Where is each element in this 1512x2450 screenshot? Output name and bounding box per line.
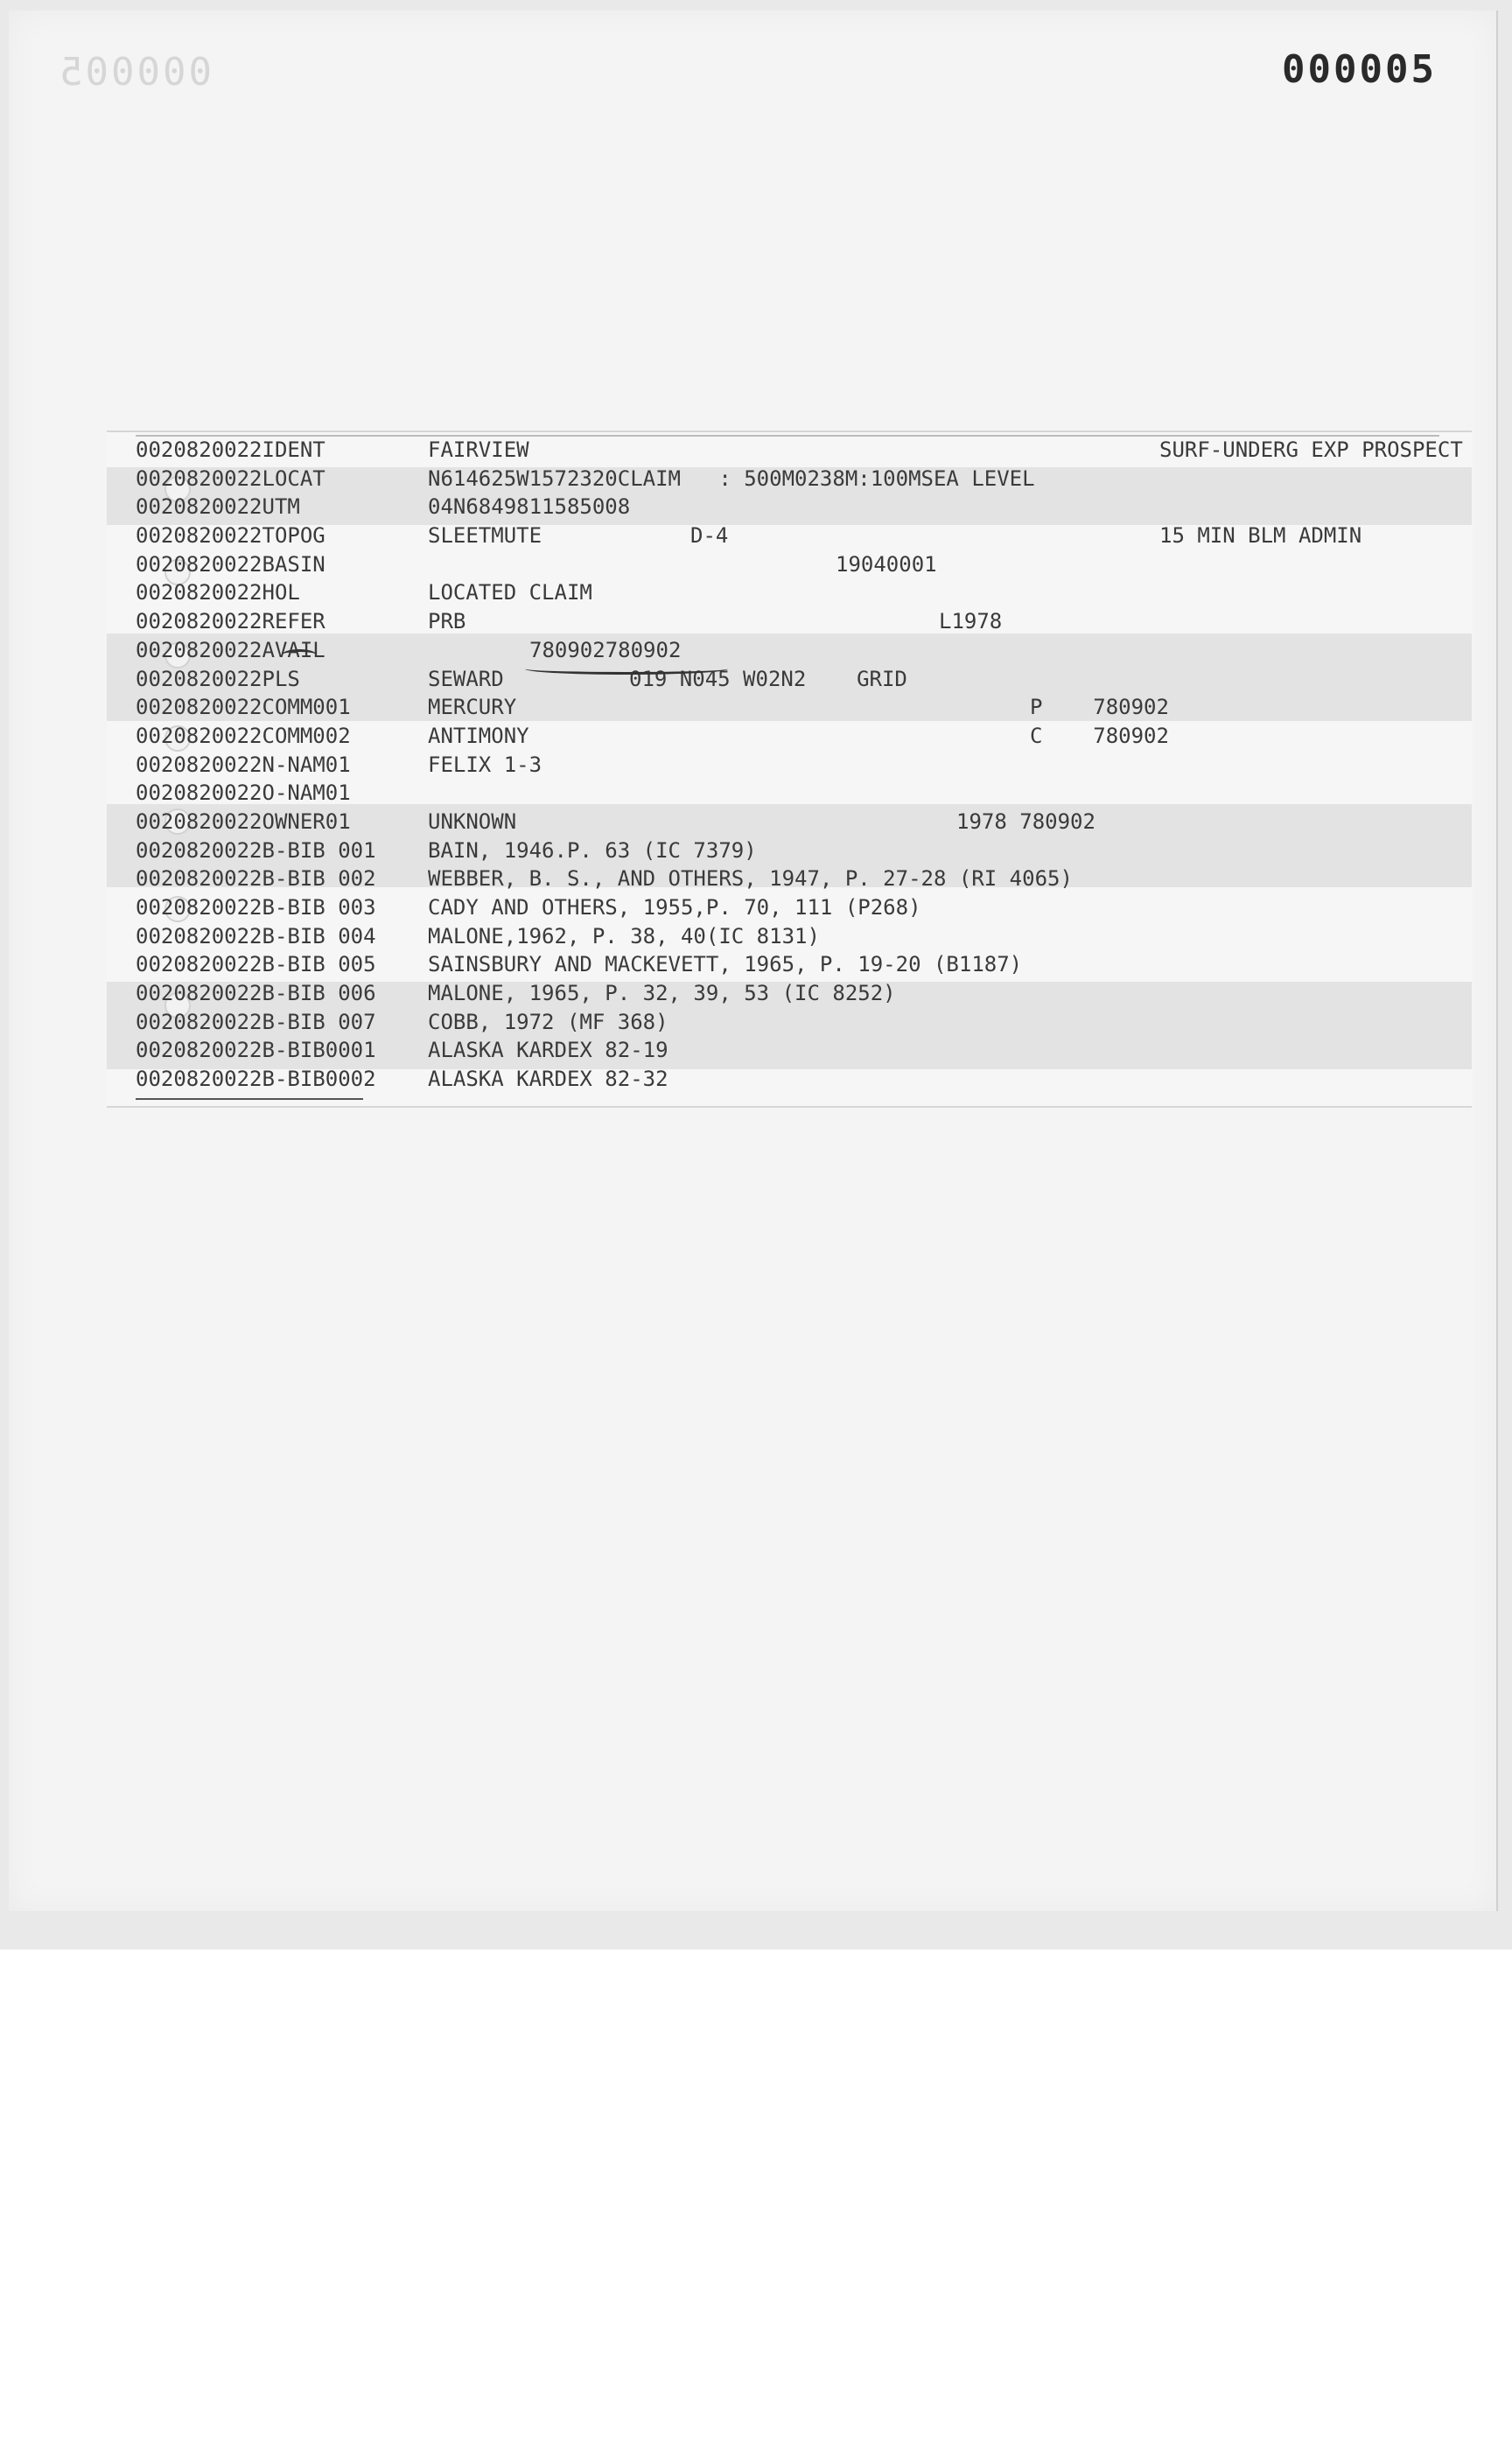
record-row [136, 866, 1448, 895]
record-row [136, 523, 1448, 552]
record-key: 0020820022TOPOG [136, 523, 326, 549]
record-key: 0020820022B-BIB0002 [136, 1067, 376, 1092]
record-value: SLEETMUTE [428, 523, 542, 549]
record-value: ALASKA KARDEX 82-19 [428, 1038, 668, 1063]
record-key: 0020820022B-BIB 007 [136, 1009, 376, 1034]
record-row [136, 924, 1448, 953]
handwritten-underline [525, 663, 728, 675]
record-value: 780902780902 [529, 637, 682, 662]
record-row [136, 438, 1463, 466]
handwritten-underline-bottom [136, 1098, 363, 1100]
record-value: WEBBER, B. S., AND OTHERS, 1947, P. 27-28 (RI 4065) [428, 866, 1073, 892]
record-value: 019 N045 W02N2 GRID [629, 666, 907, 691]
record-key: 0020820022N-NAM01 [136, 752, 351, 777]
record-listing [136, 438, 1463, 1096]
record-value: 15 MIN BLM ADMIN [1159, 523, 1362, 549]
record-row [136, 609, 1448, 638]
record-value: SEWARD [428, 666, 504, 691]
record-value: UNKNOWN [428, 808, 517, 834]
record-row [136, 1010, 1448, 1039]
printout-top-rule [136, 435, 1439, 437]
record-value: L1978 [939, 609, 1003, 634]
record-value: ANTIMONY [428, 723, 529, 748]
record-value: 1978 780902 [956, 808, 1096, 834]
record-row [136, 695, 1448, 724]
record-value: P 780902 [1030, 695, 1169, 720]
record-value: N614625W1572320CLAIM : 500M0238M:100MSEA LEVEL [428, 466, 1035, 491]
record-row [136, 952, 1448, 981]
record-key: 0020820022BASIN [136, 551, 326, 577]
record-key: 0020820022B-BIB 004 [136, 923, 376, 948]
record-row [136, 1038, 1448, 1067]
record-value: FELIX 1-3 [428, 752, 542, 777]
record-value: D-4 [690, 523, 729, 549]
record-key: 0020820022PLS [136, 666, 300, 691]
record-value: SAINSBURY AND MACKEVETT, 1965, P. 19-20 (B1187) [428, 952, 1023, 977]
record-key: 0020820022OWNER01 [136, 808, 351, 834]
record-key: 0020820022IDENT [136, 438, 326, 462]
record-value: PRB [428, 609, 466, 634]
record-value: COBB, 1972 (MF 368) [428, 1009, 668, 1034]
record-key: 0020820022B-BIB 003 [136, 895, 376, 920]
record-row [136, 752, 1448, 781]
record-row [136, 494, 1448, 523]
record-value: BAIN, 1946.P. 63 (IC 7379) [428, 837, 757, 863]
record-key: 0020820022AVAIL [136, 637, 326, 662]
record-key: 0020820022B-BIB0001 [136, 1038, 376, 1063]
record-row [136, 580, 1448, 609]
record-row [136, 838, 1448, 867]
record-row [136, 638, 1448, 667]
record-key: 0020820022B-BIB 006 [136, 981, 376, 1006]
record-row [136, 809, 1448, 838]
record-key: 0020820022B-BIB 002 [136, 866, 376, 892]
record-row [136, 895, 1448, 924]
record-value: 19040001 [836, 551, 937, 577]
record-value: MALONE, 1965, P. 32, 39, 53 (IC 8252) [428, 981, 896, 1006]
record-key: 0020820022REFER [136, 609, 326, 634]
page-number: 000005 [1282, 47, 1437, 92]
record-key: 0020820022COMM002 [136, 723, 351, 748]
record-key: 0020820022B-BIB 001 [136, 837, 376, 863]
record-key: 0020820022O-NAM01 [136, 780, 351, 806]
record-key: 0020820022COMM001 [136, 695, 351, 720]
record-key: 0020820022HOL [136, 580, 300, 606]
record-value: C 780902 [1030, 723, 1169, 748]
record-key: 0020820022LOCAT [136, 466, 326, 491]
record-value: SURF-UNDERG EXP PROSPECT [1159, 438, 1463, 462]
record-value: 04N6849811585008 [428, 494, 631, 520]
record-value: CADY AND OTHERS, 1955,P. 70, 111 (P268) [428, 895, 921, 920]
handwritten-underline-mark [282, 649, 317, 661]
record-row [136, 724, 1448, 752]
record-row [136, 667, 1448, 696]
record-row [136, 780, 1448, 809]
record-key: 0020820022UTM [136, 494, 300, 520]
record-row [136, 552, 1448, 581]
record-row [136, 981, 1448, 1010]
record-value: ALASKA KARDEX 82-32 [428, 1067, 668, 1092]
record-value: FAIRVIEW [428, 438, 529, 462]
record-row [136, 1067, 1448, 1096]
bleed-through-page-number: 000005 [57, 50, 212, 94]
record-value: LOCATED CLAIM [428, 580, 592, 606]
record-value: MALONE,1962, P. 38, 40(IC 8131) [428, 923, 820, 948]
record-row [136, 466, 1448, 495]
record-key: 0020820022B-BIB 005 [136, 952, 376, 977]
record-value: MERCURY [428, 695, 517, 720]
